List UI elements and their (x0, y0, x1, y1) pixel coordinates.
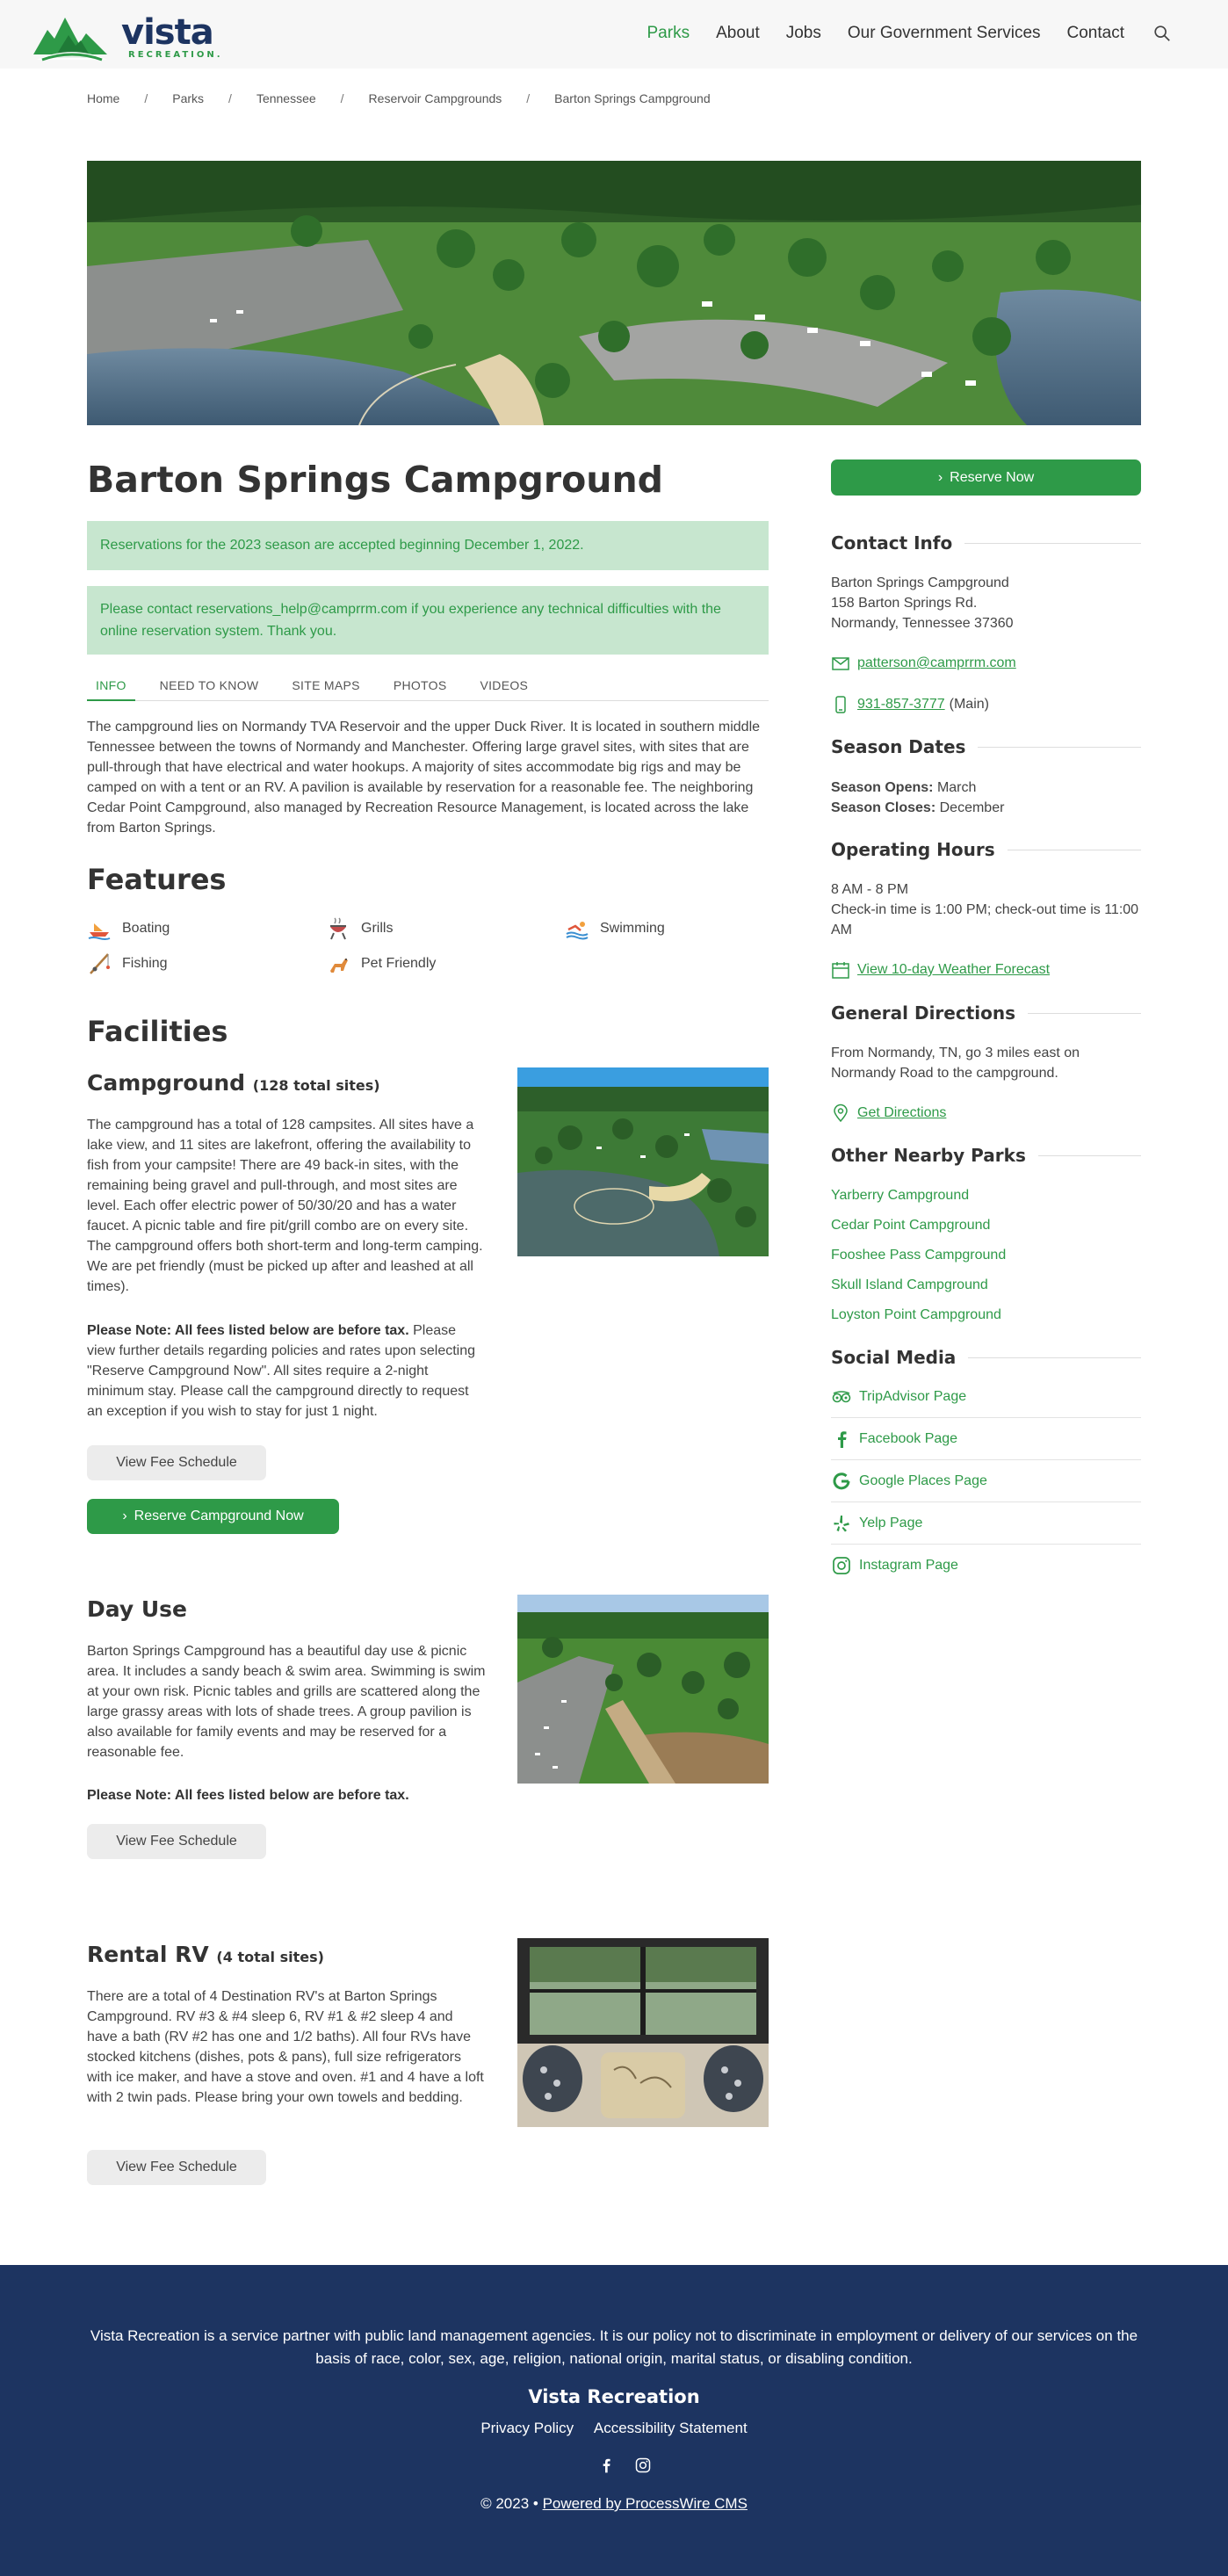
nearby-park-yarberry[interactable]: Yarberry Campground (831, 1188, 970, 1203)
reserve-now-button[interactable]: › Reserve Now (831, 459, 1141, 496)
nearby-park-loyston-point[interactable]: Loyston Point Campground (831, 1307, 1001, 1322)
nearby-park-cedar-point[interactable]: Cedar Point Campground (831, 1218, 991, 1233)
facebook-icon (831, 1429, 852, 1450)
page-title: Barton Springs Campground (87, 459, 664, 501)
main-nav (621, 24, 1173, 43)
instagram-link[interactable]: Instagram Page (831, 1545, 1141, 1587)
footer-statement: Vista Recreation is a service partner with public land management agencies. It is our policy not to discriminate in employment or delivery of our services on the basis of race, color, sex, age, religion, national origin, marital status, or disabling condition. (90, 2327, 1138, 2367)
nearby-park-skull-island[interactable]: Skull Island Campground (831, 1277, 988, 1292)
breadcrumb-separator: / (526, 91, 531, 105)
features-heading: Features (87, 863, 227, 896)
rental-rv-site-count: (4 total sites) (216, 1949, 324, 1965)
nav-parks[interactable]: Parks (647, 24, 690, 42)
search-icon[interactable] (1152, 24, 1172, 43)
logo-wordmark: vista (121, 12, 213, 53)
privacy-policy-link[interactable]: Privacy Policy (480, 2420, 574, 2436)
day-use-description: Barton Springs Campground has a beautiful day use & picnic area. It includes a sandy beach & swim area. Swimming is swim at your own risk. Picnic tables and grills are scattered along the large grassy areas with lots of shade trees. A group pavilion is also available for family events and may be reserved for a reasonable fee. (87, 1644, 486, 1760)
hero-aerial-photo (87, 161, 1141, 425)
tab-need-to-know[interactable]: NEED TO KNOW (159, 678, 259, 692)
site-header (0, 0, 1228, 69)
general-directions: From Normandy, TN, go 3 miles east on Normandy Road to the campground. (831, 1046, 1080, 1081)
yelp-link[interactable]: Yelp Page (831, 1502, 1141, 1545)
envelope-icon (831, 654, 850, 673)
day-use-photo (517, 1595, 769, 1784)
season-alert: Reservations for the 2023 season are accepted beginning December 1, 2022. (87, 521, 769, 570)
operating-hours: 8 AM - 8 PM Check-in time is 1:00 PM; check-out time is 11:00 AM (831, 882, 1139, 937)
rental-rv-description: There are a total of 4 Destination RV's at Barton Springs Campground. RV #3 & #4 sleep 6, RV #1 & #2 sleep 4 and have a bath (RV #2 has one and 1/2 baths). All four RVs have stocked kitchens (dishes, pots & pans), full size refrigerators with ice maker, and have a stove and oven. #1 and 4 have a loft with 2 twin pads. Please bring your own towels and bedding. (87, 1989, 484, 2105)
intro-text: The campground lies on Normandy TVA Reservoir and the upper Duck River. It is located in southern middle Tennessee between the towns of Normandy and Manchester. Offering large gravel sites, with sites that are pull-through that have electrical and water hookups. A majority of sites accommodate big rigs and may be camped on with a tent or an RV. A pavilion is available by reservation for a reasonable fee. The neighboring Cedar Point Campground, also managed by Recreation Resource Management, is located across the lake from Barton Springs. (87, 720, 761, 836)
support-alert: Please contact reservations_help@camprrm.com if you experience any technical difficulties with the online reservation system. Thank you. (87, 586, 769, 655)
fishing-icon (87, 952, 112, 976)
tripadvisor-link[interactable]: TripAdvisor Page (831, 1376, 1141, 1418)
campground-fee-schedule-button[interactable]: View Fee Schedule (87, 1445, 266, 1480)
tripadvisor-icon (831, 1386, 852, 1407)
breadcrumb-separator: / (144, 91, 148, 105)
campground-note: Please Note: All fees listed below are before tax. Please view further details regarding policies and rates upon selecting "Reserve Campground Now". All sites require a 2-night minimum stay. Please call the campground directly to request an exception if you wish to stay for just 1 night. (87, 1323, 476, 1419)
chevron-right-icon: › (937, 470, 943, 485)
nearby-park-fooshee-pass[interactable]: Fooshee Pass Campground (831, 1248, 1007, 1263)
boat-icon (87, 916, 112, 941)
processwire-link[interactable]: Powered by ProcessWire CMS (542, 2495, 748, 2512)
site-footer (0, 2265, 1228, 2576)
feature-fishing: Fishing (87, 952, 168, 976)
get-directions-link[interactable]: Get Directions (831, 1103, 946, 1123)
season-dates-heading: Season Dates (831, 736, 1141, 757)
nav-about[interactable]: About (716, 24, 760, 42)
breadcrumb-reservoir-campgrounds[interactable]: Reservoir Campgrounds (368, 91, 502, 105)
mountain-logo-icon (33, 9, 111, 62)
social-media-heading: Social Media (831, 1347, 1141, 1368)
breadcrumb-home[interactable]: Home (87, 91, 120, 105)
rental-rv-photo (517, 1938, 769, 2127)
grill-icon (326, 916, 350, 941)
nav-jobs[interactable]: Jobs (785, 24, 821, 42)
rental-rv-fee-schedule-button[interactable]: View Fee Schedule (87, 2150, 266, 2185)
facebook-icon[interactable] (597, 2457, 615, 2474)
instagram-icon[interactable] (634, 2457, 652, 2474)
nav-contact[interactable]: Contact (1066, 24, 1124, 42)
season-dates: Season Opens: March Season Closes: December (831, 780, 1005, 815)
operating-hours-heading: Operating Hours (831, 839, 1141, 860)
calendar-icon (831, 960, 850, 980)
breadcrumb (87, 91, 711, 105)
tab-photos[interactable]: PHOTOS (393, 678, 447, 692)
feature-swimming: Swimming (565, 916, 665, 941)
breadcrumb-separator: / (340, 91, 344, 105)
day-use-note: Please Note: All fees listed below are before tax. (87, 1788, 409, 1803)
general-directions-heading: General Directions (831, 1002, 1141, 1024)
campground-description: The campground has a total of 128 campsites. All sites have a lake view, and 11 sites are lakefront, offering the availability to fish from your campsite! There are 49 back-in sites, with the remaining being gravel and pull-through, and most sites are level. Each offer electric power of 50/30/20 and has a water faucet. A picnic table and fire pit/grill combo are on every site. The campground offers both short-term and long-term camping. We are pet friendly (must be picked up after and leashed at all times). (87, 1118, 483, 1294)
info-tabs (87, 675, 769, 701)
nav-government-services[interactable]: Our Government Services (847, 24, 1041, 42)
vista-logo[interactable] (33, 9, 244, 62)
footer-links (0, 2420, 1228, 2437)
contact-address: Barton Springs Campground 158 Barton Springs Rd. Normandy, Tennessee 37360 (831, 575, 1014, 631)
tab-videos[interactable]: VIDEOS (480, 678, 529, 692)
campground-site-count: (128 total sites) (252, 1077, 380, 1094)
day-use-fee-schedule-button[interactable]: View Fee Schedule (87, 1824, 266, 1859)
footer-copyright: © 2023 • Powered by ProcessWire CMS (480, 2495, 748, 2512)
campground-title: Campground (128 total sites) (87, 1070, 380, 1096)
weather-forecast-link[interactable]: View 10-day Weather Forecast (831, 960, 1050, 980)
breadcrumb-tennessee[interactable]: Tennessee (256, 91, 316, 105)
accessibility-statement-link[interactable]: Accessibility Statement (593, 2420, 748, 2436)
map-pin-icon (831, 1103, 850, 1123)
google-icon (831, 1471, 852, 1492)
facilities-heading: Facilities (87, 1015, 228, 1048)
pet-icon (326, 952, 350, 976)
swimming-icon (565, 916, 589, 941)
campground-photo (517, 1067, 769, 1256)
tab-info[interactable]: INFO (87, 675, 135, 701)
rental-rv-title: Rental RV (4 total sites) (87, 1942, 324, 1967)
contact-phone: 931-857-3777 (Main) (831, 695, 989, 714)
breadcrumb-separator: / (228, 91, 232, 105)
feature-boating: Boating (87, 916, 170, 941)
contact-phone-link[interactable]: 931-857-3777 (857, 697, 945, 712)
footer-social (588, 2457, 661, 2474)
feature-pet-friendly: Pet Friendly (326, 952, 436, 976)
facebook-link[interactable]: Facebook Page (831, 1418, 1141, 1460)
day-use-title: Day Use (87, 1596, 187, 1622)
breadcrumb-parks[interactable]: Parks (172, 91, 205, 105)
mobile-phone-icon (831, 695, 850, 714)
chevron-right-icon: › (122, 1509, 127, 1523)
logo-subtitle: RECREATION. (128, 50, 223, 60)
contact-info-heading: Contact Info (831, 532, 1141, 554)
nearby-parks-heading: Other Nearby Parks (831, 1145, 1141, 1166)
breadcrumb-current: Barton Springs Campground (554, 91, 711, 105)
feature-grills: Grills (326, 916, 393, 941)
tab-site-maps[interactable]: SITE MAPS (292, 678, 360, 692)
instagram-icon (831, 1555, 852, 1576)
yelp-icon (831, 1513, 852, 1534)
contact-email-link[interactable]: patterson@camprrm.com (831, 654, 1016, 673)
footer-brand-name: Vista Recreation (528, 2386, 700, 2407)
google-places-link[interactable]: Google Places Page (831, 1460, 1141, 1502)
reserve-campground-button[interactable]: › Reserve Campground Now (87, 1499, 339, 1534)
